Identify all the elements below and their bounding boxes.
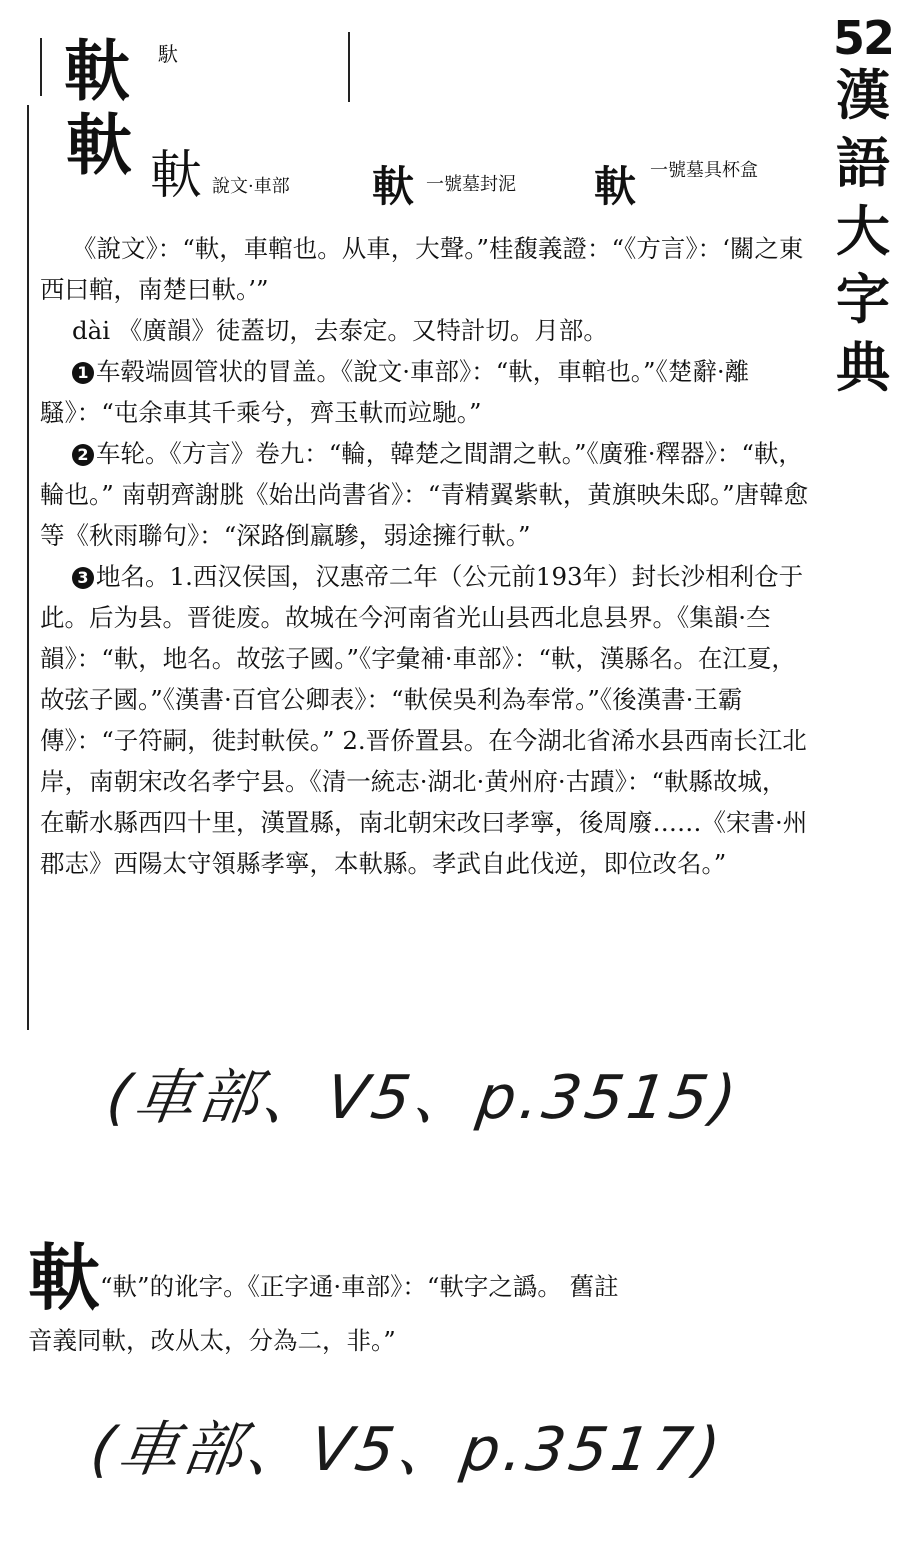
- title-char-3: 大: [836, 200, 890, 264]
- left-rule-main: [27, 105, 29, 1030]
- entry-body: [40, 228, 810, 884]
- entry-2-headword: 軑: [28, 1235, 101, 1320]
- entry-2: [28, 1235, 808, 1320]
- sense-2: [40, 433, 810, 556]
- form-caption-cup: 一號墓具杯盒: [650, 160, 758, 181]
- pronunciation-paragraph: dài 《廣韻》徒蓋切，去泰定。又特計切。月部。: [72, 316, 608, 345]
- book-title-vertical: [828, 11, 898, 402]
- form-glyph-cup: 軑: [594, 162, 637, 211]
- sense-1-text: 车毂端圆管状的冒盖。《說文·車部》：“軑，車輨也。”《楚辭·離騷》：“屯余車其千乘兮，齊玉軑而竝馳。”: [40, 357, 750, 427]
- handwritten-note-1: (車部、V5、p.3515): [102, 1063, 745, 1133]
- headword: 軑: [64, 32, 130, 110]
- seal-script-form: 軑: [150, 146, 203, 206]
- title-char-4: 字: [836, 268, 890, 332]
- page-number: 52: [832, 11, 893, 65]
- title-char-5: 典: [836, 336, 890, 400]
- sense-marker-3: 3: [72, 567, 94, 589]
- form-caption-seal: 一號墓封泥: [426, 174, 516, 195]
- form-glyph-seal: 軑: [372, 162, 415, 211]
- title-char-2: 語: [836, 132, 890, 196]
- variant-character: 馱: [158, 42, 178, 66]
- right-rule-top: [348, 32, 350, 102]
- left-rule-top: [40, 38, 42, 96]
- sense-marker-1: 1: [72, 362, 94, 384]
- headword-repeat: 軑: [66, 106, 132, 184]
- sense-3: [40, 556, 810, 884]
- shuowen-paragraph: 《說文》：“軑，車輨也。从車，大聲。”桂馥義證：“《方言》：‘關之東西曰輨，南楚曰軑。’”: [40, 234, 804, 304]
- entry-2-line-1: “軑”的讹字。《正字通·車部》：“軑字之譌。 舊註: [100, 1272, 619, 1301]
- entry-2-line-2: 音義同軑，改从太，分為二，非。”: [28, 1326, 396, 1355]
- sense-1: [40, 351, 810, 433]
- handwritten-note-2: (車部、V5、p.3517): [86, 1415, 729, 1485]
- title-char-1: 漢: [836, 64, 890, 128]
- sense-3-text: 地名。1.西汉侯国，汉惠帝二年（公元前193年）封长沙相利仓于此。后为县。晋徙废。故城在今河南省光山县西北息县界。《集韻·夳韻》：“軑，地名。故弦子國。”《字彙補·車部》：“軑，漢縣名。在江夏，故弦子國。”《漢書·百官公卿表》：“軑侯吳利為奉常。”《後漢書·王霸傳》：“子符嗣，徙封軑侯。” 2.晋侨置县。在今湖北省浠水县西南长江北岸，南朝宋改名孝宁县。《清一統志·湖北·黄州府·古蹟》：“軑縣故城，在蘄水縣西四十里，漢置縣，南北朝宋改曰孝寧，後周廢……《宋書·州郡志》西陽太守領縣孝寧，本軑縣。孝武自此伐逆，即位改名。”: [40, 562, 808, 878]
- sense-marker-2: 2: [72, 444, 94, 466]
- sense-2-text: 车轮。《方言》卷九：“輪，韓楚之間謂之軑。”《廣雅·釋器》：“軑，輪也。” 南朝齊謝朓《始出尚書省》：“青精翼紫軑，黄旗映朱邸。”唐韓愈等《秋雨聯句》：“深路倒羸驂，弱途擁行軑。”: [40, 439, 809, 550]
- form-caption-shuowen: 說文·車部: [212, 176, 290, 197]
